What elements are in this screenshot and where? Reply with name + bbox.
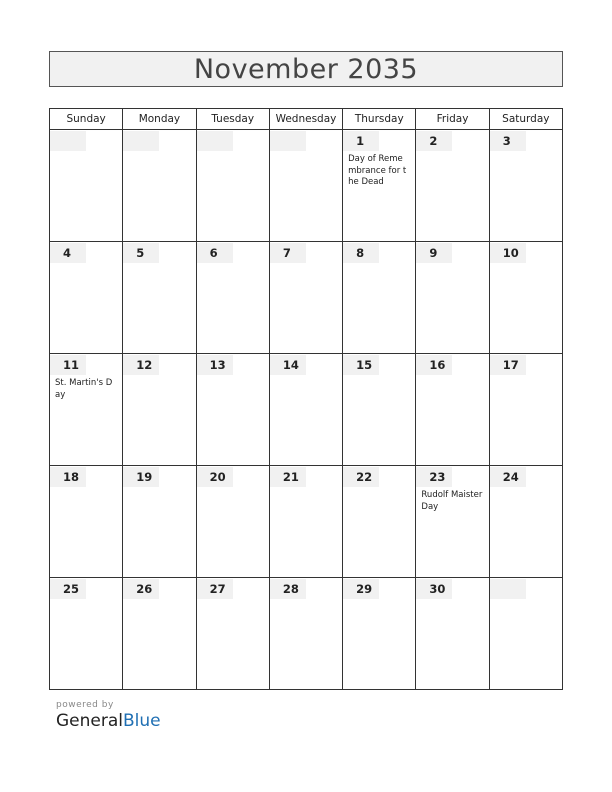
holiday-label: Day of Remembrance for the Dead [348, 154, 407, 187]
day-cell [196, 242, 269, 354]
day-cell [416, 466, 489, 578]
day-number: 11 [50, 355, 86, 375]
day-cell [50, 354, 123, 466]
week-row [50, 354, 563, 466]
brand-general: General [56, 711, 123, 731]
weekday-thursday: Thursday [343, 109, 416, 130]
day-number: 23 [416, 467, 452, 487]
day-number: 8 [343, 243, 379, 263]
day-cell [269, 242, 342, 354]
weekday-monday: Monday [123, 109, 196, 130]
day-cell [489, 578, 562, 690]
day-number [490, 579, 526, 599]
day-cell [50, 130, 123, 242]
day-cell [269, 466, 342, 578]
brand-logo [56, 711, 161, 731]
holiday-label: St. Martin's Day [55, 378, 113, 400]
weekday-wednesday: Wednesday [269, 109, 342, 130]
day-number: 4 [50, 243, 86, 263]
day-number: 25 [50, 579, 86, 599]
day-cell [123, 354, 196, 466]
day-number: 13 [197, 355, 233, 375]
day-cell [269, 130, 342, 242]
day-cell [489, 466, 562, 578]
day-number [197, 131, 233, 151]
day-cell [123, 578, 196, 690]
day-number: 9 [416, 243, 452, 263]
weekday-sunday: Sunday [50, 109, 123, 130]
calendar-grid [49, 108, 563, 690]
day-cell [489, 130, 562, 242]
day-cell [196, 466, 269, 578]
day-number: 19 [123, 467, 159, 487]
week-row [50, 130, 563, 242]
day-number: 12 [123, 355, 159, 375]
day-number: 3 [490, 131, 526, 151]
footer-logo [56, 700, 161, 731]
day-number: 6 [197, 243, 233, 263]
day-number: 28 [270, 579, 306, 599]
day-number: 27 [197, 579, 233, 599]
day-number: 15 [343, 355, 379, 375]
day-cell [269, 578, 342, 690]
day-number: 5 [123, 243, 159, 263]
day-cell [50, 242, 123, 354]
week-row [50, 242, 563, 354]
day-cell [343, 578, 416, 690]
weekday-tuesday: Tuesday [196, 109, 269, 130]
day-cell [196, 578, 269, 690]
day-number: 1 [343, 131, 379, 151]
day-cell [489, 354, 562, 466]
day-cell [269, 354, 342, 466]
day-number: 24 [490, 467, 526, 487]
day-number: 2 [416, 131, 452, 151]
day-number: 17 [490, 355, 526, 375]
day-number: 30 [416, 579, 452, 599]
day-cell [343, 466, 416, 578]
week-row [50, 578, 563, 690]
powered-by-text: powered by [56, 700, 114, 710]
day-cell [50, 466, 123, 578]
week-row [50, 466, 563, 578]
day-number: 21 [270, 467, 306, 487]
day-number [270, 131, 306, 151]
day-number: 14 [270, 355, 306, 375]
calendar-title: November 2035 [49, 51, 563, 87]
day-number: 7 [270, 243, 306, 263]
day-number: 26 [123, 579, 159, 599]
weekday-header-row [50, 109, 563, 130]
day-number: 20 [197, 467, 233, 487]
day-number: 29 [343, 579, 379, 599]
calendar-body [50, 130, 563, 690]
day-cell [196, 354, 269, 466]
day-cell [416, 354, 489, 466]
day-cell [123, 242, 196, 354]
day-cell [416, 578, 489, 690]
day-cell [416, 242, 489, 354]
holiday-label: Rudolf Maister Day [421, 490, 483, 512]
day-cell [50, 578, 123, 690]
day-cell [343, 242, 416, 354]
weekday-friday: Friday [416, 109, 489, 130]
day-number: 22 [343, 467, 379, 487]
weekday-saturday: Saturday [489, 109, 562, 130]
day-cell [196, 130, 269, 242]
day-cell [343, 354, 416, 466]
day-cell [123, 130, 196, 242]
day-number [123, 131, 159, 151]
day-number: 16 [416, 355, 452, 375]
day-number [50, 131, 86, 151]
day-cell [343, 130, 416, 242]
day-cell [489, 242, 562, 354]
day-number: 18 [50, 467, 86, 487]
brand-blue: Blue [123, 711, 161, 731]
day-cell [416, 130, 489, 242]
day-number: 10 [490, 243, 526, 263]
day-cell [123, 466, 196, 578]
